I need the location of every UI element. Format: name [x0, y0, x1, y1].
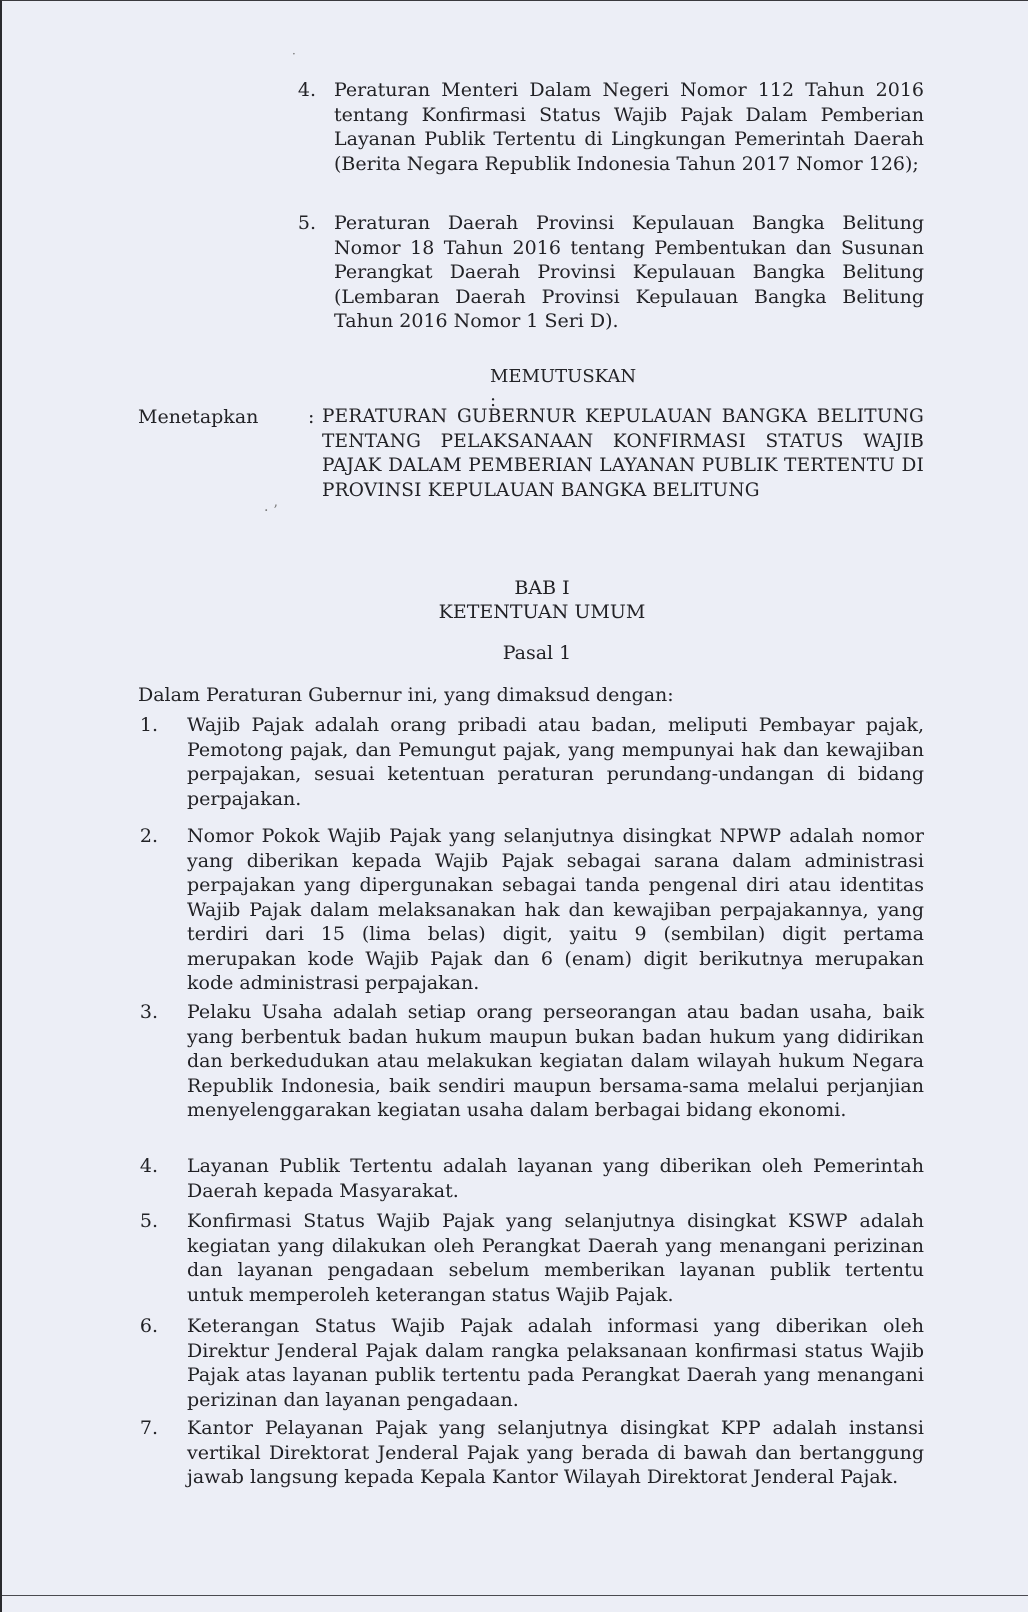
definition-number: 7.: [139, 1417, 158, 1439]
enactment-label: Menetapkan: [138, 406, 259, 428]
chapter-number: BAB I: [514, 577, 570, 599]
scan-speck: · ʼ: [264, 503, 278, 519]
definition-number: 3.: [139, 1001, 158, 1023]
consideration-number: 5.: [297, 212, 316, 234]
definition-text: Keterangan Status Wajib Pajak adalah informasi yang diberikan oleh Direktur Jenderal Pajak dalam rangka pelaksanaan konfirmasi status Wajib Pajak atas layanan publik tertentu pada Perangkat Daerah yang menangani perizinan dan layanan pengadaan.: [187, 1315, 924, 1411]
definition-number: 6.: [139, 1315, 158, 1337]
enactment-title: PERATURAN GUBERNUR KEPULAUAN BANGKA BELITUNG TENTANG PELAKSANAAN KONFIRMASI STATUS WAJIB PAJAK DALAM PEMBERIAN LAYANAN PUBLIK TERTENTU DI PROVINSI KEPULAUAN BANGKA BELITUNG: [322, 406, 924, 501]
chapter-title: KETENTUAN UMUM: [438, 601, 646, 623]
scan-speck: ·: [292, 47, 296, 61]
scan-edge: [2, 1595, 1028, 1596]
consideration-text: Peraturan Daerah Provinsi Kepulauan Bangka Belitung Nomor 18 Tahun 2016 tentang Pembentukan dan Susunan Perangkat Daerah Provinsi Kepulauan Bangka Belitung (Lembaran Daerah Provinsi Kepulauan Bangka Belitung Tahun 2016 Nomor 1 Seri D).: [334, 212, 924, 332]
definition-text: Nomor Pokok Wajib Pajak yang selanjutnya disingkat NPWP adalah nomor yang diberikan kepada Wajib Pajak sebagai sarana dalam administrasi perpajakan yang dipergunakan sebagai tanda pengenal diri atau identitas Wajib Pajak dalam melaksanakan hak dan kewajiban perpajakannya, yang terdiri dari 15 (lima belas) digit, yaitu 9 (sembilan) digit pertama merupakan kode Wajib Pajak dan 6 (enam) digit berikutnya merupakan kode administrasi perpajakan.: [187, 825, 924, 994]
chapter-intro: Dalam Peraturan Gubernur ini, yang dimaksud dengan:: [138, 684, 674, 706]
definition-text: Wajib Pajak adalah orang pribadi atau badan, meliputi Pembayar pajak, Pemotong pajak, dan Pemungut pajak, yang mempunyai hak dan kewajiban perpajakan, sesuai ketentuan peraturan perundang-undangan di bidang perpajakan.: [187, 714, 924, 810]
enactment-colon: :: [308, 406, 315, 428]
article-title: Pasal 1: [502, 642, 572, 664]
definition-text: Layanan Publik Tertentu adalah layanan yang diberikan oleh Pemerintah Daerah kepada Masyarakat.: [187, 1155, 924, 1202]
definition-text: Pelaku Usaha adalah setiap orang perseorangan atau badan usaha, baik yang berbentuk badan hukum maupun bukan badan hukum yang didirikan dan berkedudukan atau melakukan kegiatan dalam wilayah hukum Negara Republik Indonesia, baik sendiri maupun bersama-sama melalui perjanjian menyelenggarakan kegiatan usaha dalam berbagai bidang ekonomi.: [187, 1001, 924, 1121]
definition-text: Konfirmasi Status Wajib Pajak yang selanjutnya disingkat KSWP adalah kegiatan yang dilakukan oleh Perangkat Daerah yang menangani perizinan dan layanan pengadaan sebelum memberikan layanan publik tertentu untuk memperoleh keterangan status Wajib Pajak.: [187, 1210, 924, 1306]
definition-number: 5.: [139, 1210, 158, 1232]
consideration-text: Peraturan Menteri Dalam Negeri Nomor 112 Tahun 2016 tentang Konfirmasi Status Wajib Pajak Dalam Pemberian Layanan Publik Tertentu di Lingkungan Pemerintah Daerah (Berita Negara Republik Indonesia Tahun 2017 Nomor 126);: [334, 79, 924, 175]
definition-number: 2.: [139, 825, 158, 847]
definition-text: Kantor Pelayanan Pajak yang selanjutnya disingkat KPP adalah instansi vertikal Direktorat Jenderal Pajak yang berada di bawah dan bertanggung jawab langsung kepada Kepala Kantor Wilayah Direktorat Jenderal Pajak.: [187, 1417, 924, 1488]
definition-number: 4.: [139, 1155, 158, 1177]
consideration-number: 4.: [297, 79, 316, 101]
definition-number: 1.: [139, 714, 158, 736]
decision-heading: MEMUTUSKAN :: [490, 366, 637, 411]
